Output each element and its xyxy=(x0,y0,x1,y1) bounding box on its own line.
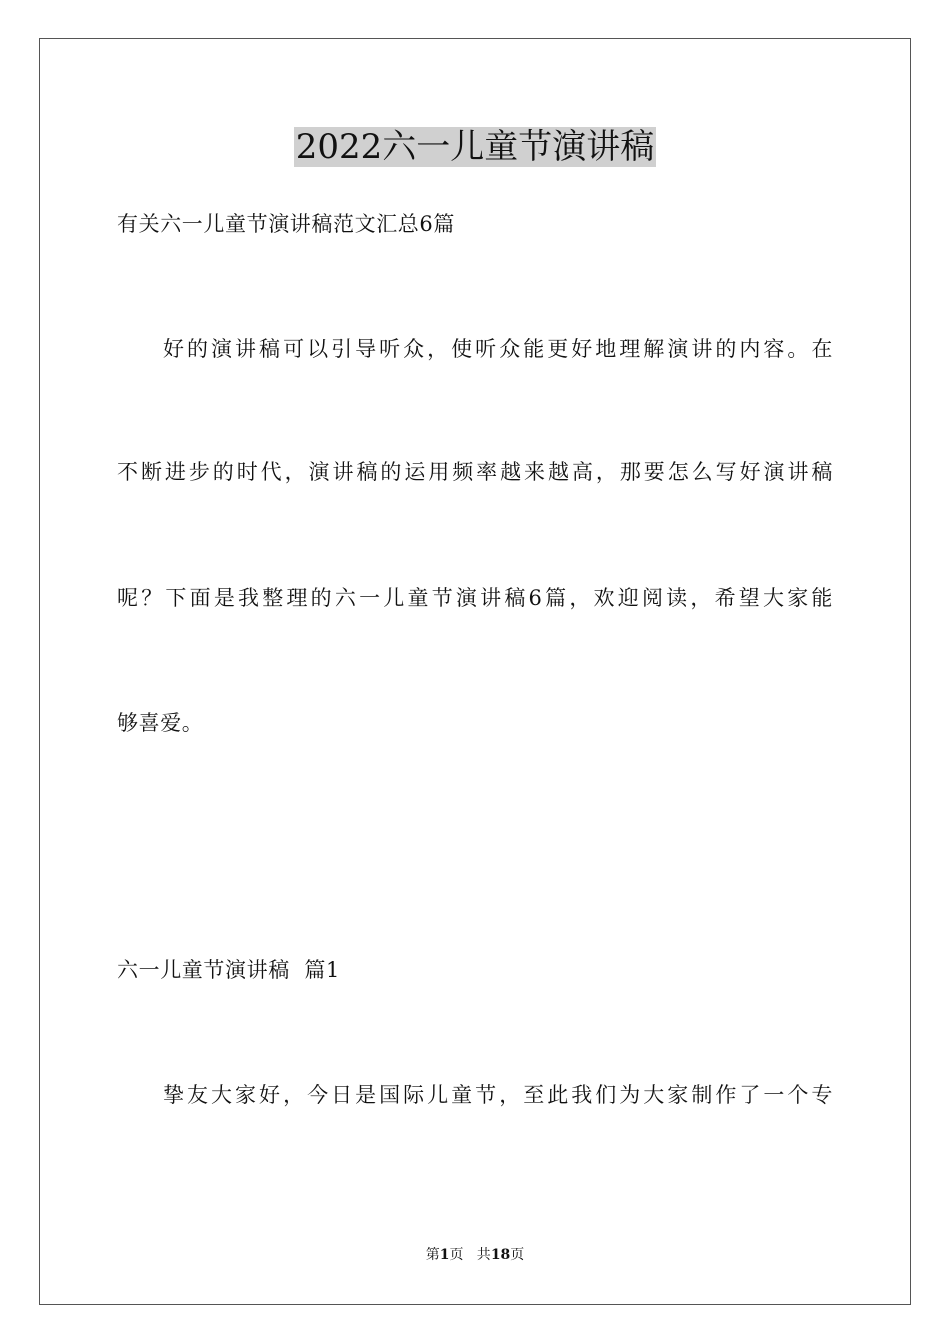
footer-suffix: 页 xyxy=(510,1247,525,1263)
document-subtitle: 有关六一儿童节演讲稿范文汇总6篇 xyxy=(117,212,455,236)
footer-mid: 页 共 xyxy=(449,1247,491,1263)
intro-line-3: 呢？下面是我整理的六一儿童节演讲稿6篇，欢迎阅读，希望大家能 xyxy=(117,586,833,610)
intro-line-4: 够喜爱。 xyxy=(117,711,204,735)
page-footer xyxy=(0,1245,950,1265)
section-heading: 六一儿童节演讲稿 篇1 xyxy=(117,958,340,982)
section-paragraph-line-1: 挚友大家好，今日是国际儿童节，至此我们为大家制作了一个专 xyxy=(163,1083,833,1107)
footer-prefix: 第 xyxy=(425,1247,440,1263)
footer-total-pages: 18 xyxy=(490,1247,511,1263)
document-title xyxy=(0,124,950,170)
footer-current-page: 1 xyxy=(439,1247,450,1263)
document-title-text: 2022六一儿童节演讲稿 xyxy=(295,127,655,167)
intro-line-2: 不断进步的时代，演讲稿的运用频率越来越高，那要怎么写好演讲稿 xyxy=(117,460,833,484)
intro-line-1: 好的演讲稿可以引导听众，使听众能更好地理解演讲的内容。在 xyxy=(163,337,833,361)
